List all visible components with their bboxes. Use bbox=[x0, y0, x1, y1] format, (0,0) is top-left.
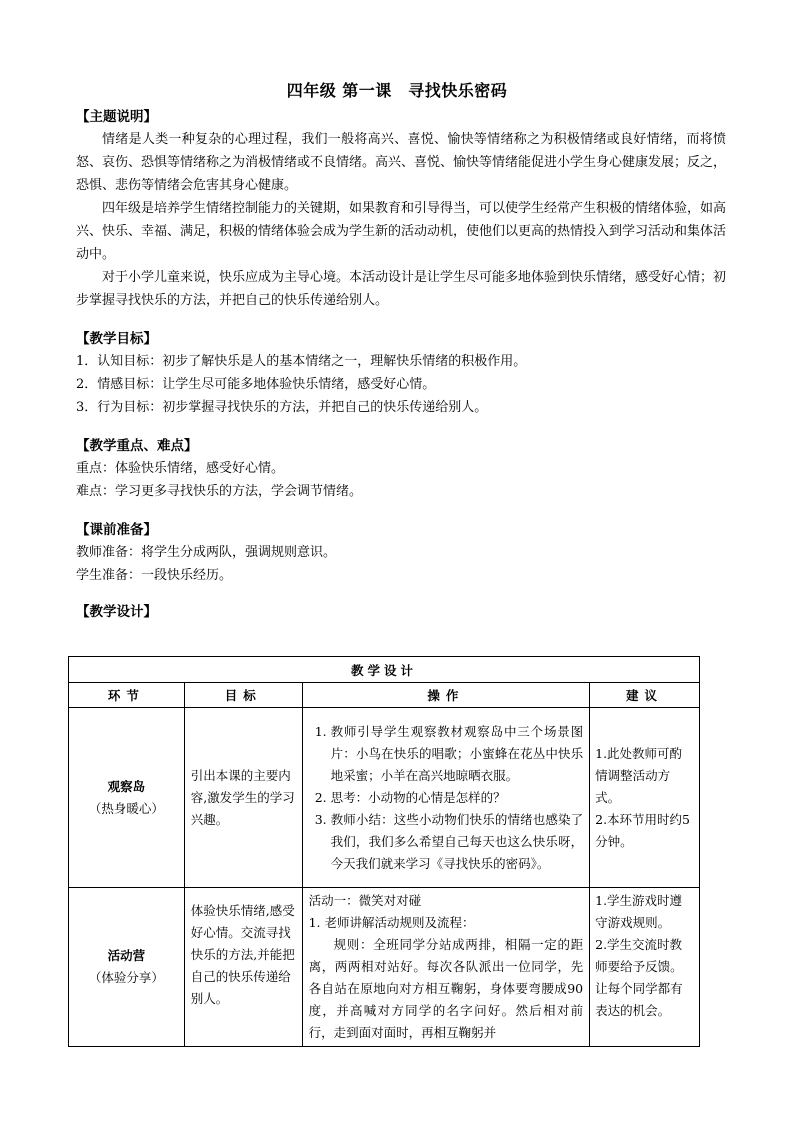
column-header-stage: 环节 bbox=[69, 683, 185, 708]
stage-cell bbox=[69, 888, 185, 1047]
suggestion-cell bbox=[590, 888, 700, 1047]
column-header-goal: 目标 bbox=[184, 683, 302, 708]
suggestion-1: 1.此处教师可酌情调整活动方式。 bbox=[595, 745, 683, 805]
ops-step-3: 3. 教师小结：这些小动物们快乐的情绪也感染了我们，我们多么希望自己每天也这么快乐呀，今天我们就来学习《寻找快乐的密码》。 bbox=[331, 809, 584, 875]
stage-name: 观察岛 bbox=[107, 778, 146, 794]
stage-subtitle: （体验分享） bbox=[88, 970, 164, 985]
lesson-content bbox=[76, 106, 726, 623]
suggestion-2: 2.学生交流时教师要给予反馈。让每个同学都有表达的机会。 bbox=[595, 937, 683, 1018]
theme-paragraph-2: 四年级是培养学生情绪控制能力的关键期，如果教育和引导得当，可以使学生经常产生积极的情绪体验，如高兴、快乐、幸福、满足，积极的情绪体验会成为学生新的活动动机，使他们以更高的热情投入到学习活动和集体活动中。 bbox=[76, 201, 727, 262]
column-header-ops: 操作 bbox=[302, 683, 590, 708]
keypoint-item-2: 难点：学习更多寻找快乐的方法，学会调节情绪。 bbox=[76, 484, 363, 499]
lesson-title: 四年级 第一课 寻找快乐密码 bbox=[286, 81, 508, 100]
suggestion-2: 2.本环节用时约5分钟。 bbox=[595, 811, 691, 849]
prep-heading: 【课前准备】 bbox=[76, 522, 157, 538]
keypoints-heading: 【教学重点、难点】 bbox=[76, 438, 198, 454]
activity-rule: 规则：全班同学分站成两排，相隔一定的距离，两两相对站好。每次各队派出一位同学，先各自站在原地向对方相互鞠躬，身体要弯腰成90度，并高喊对方同学的名字问好。然后相对前行，走到面对面时，再相互鞠躬并 bbox=[308, 937, 584, 1040]
keypoint-item-1: 重点：体验快乐情绪，感受好心情。 bbox=[76, 461, 285, 476]
stage-subtitle: （热身暖心） bbox=[88, 800, 164, 816]
suggestion-1: 1.学生游戏时遵守游戏规则。 bbox=[595, 893, 683, 930]
prep-item-1: 教师准备：将学生分成两队，强调规则意识。 bbox=[76, 545, 337, 560]
ops-list bbox=[309, 721, 584, 875]
theme-paragraph-1: 情绪是人类一种复杂的心理过程，我们一般将高兴、喜悦、愉快等情绪称之为积极情绪或良好情绪，而将愤怒、哀伤、恐惧等情绪称之为消极情绪或不良情绪。高兴、喜悦、愉快等情绪能促进小学生身心健康发展；反之，恐惧、悲伤等情绪会危害其身心健康。 bbox=[76, 132, 727, 193]
goal-cell: 引出本课的主要内容,激发学生的学习兴趣。 bbox=[184, 708, 302, 888]
ops-step-1: 1. 教师引导学生观察教材观察岛中三个场景图片：小鸟在快乐的唱歌；小蜜蜂在花丛中快乐地采蜜；小羊在高兴地晾晒衣服。 bbox=[331, 721, 584, 787]
table-row bbox=[69, 888, 700, 1047]
goals-heading: 【教学目标】 bbox=[76, 331, 157, 347]
design-table bbox=[68, 656, 700, 1047]
activity-step: 1. 老师讲解活动规则及流程： bbox=[308, 915, 475, 930]
theme-paragraph-3: 对于小学儿童来说，快乐应成为主导心境。本活动设计是让学生尽可能多地体验到快乐情绪，感受好心情；初步掌握寻找快乐的方法，并把自己的快乐传递给别人。 bbox=[76, 270, 727, 308]
ops-cell bbox=[302, 888, 590, 1047]
activity-title: 活动一：微笑对对碰 bbox=[308, 893, 422, 908]
ops-cell bbox=[302, 708, 590, 888]
goal-cell: 体验快乐情绪,感受好心情。交流寻找快乐的方法,并能把自己的快乐传递给别人。 bbox=[184, 888, 302, 1047]
goal-item-2: 2．情感目标：让学生尽可能多地体验快乐情绪，感受好心情。 bbox=[76, 377, 436, 392]
column-header-suggestion: 建议 bbox=[590, 683, 700, 708]
stage-cell bbox=[69, 708, 185, 888]
goal-item-3: 3．行为目标：初步掌握寻找快乐的方法，并把自己的快乐传递给别人。 bbox=[76, 400, 488, 415]
table-caption-row bbox=[69, 657, 700, 683]
stage-name: 活动营 bbox=[107, 948, 146, 963]
table-header-row bbox=[69, 683, 700, 708]
theme-heading: 【主题说明】 bbox=[76, 109, 157, 125]
prep-item-2: 学生准备：一段快乐经历。 bbox=[76, 568, 233, 583]
table-row bbox=[69, 708, 700, 888]
goal-item-1: 1．认知目标：初步了解快乐是人的基本情绪之一，理解快乐情绪的积极作用。 bbox=[76, 354, 527, 369]
design-heading: 【教学设计】 bbox=[76, 604, 157, 620]
suggestion-cell bbox=[590, 708, 700, 888]
table-caption: 教学设计 bbox=[69, 657, 700, 683]
ops-step-2: 2. 思考：小动物的心情是怎样的？ bbox=[331, 787, 584, 809]
